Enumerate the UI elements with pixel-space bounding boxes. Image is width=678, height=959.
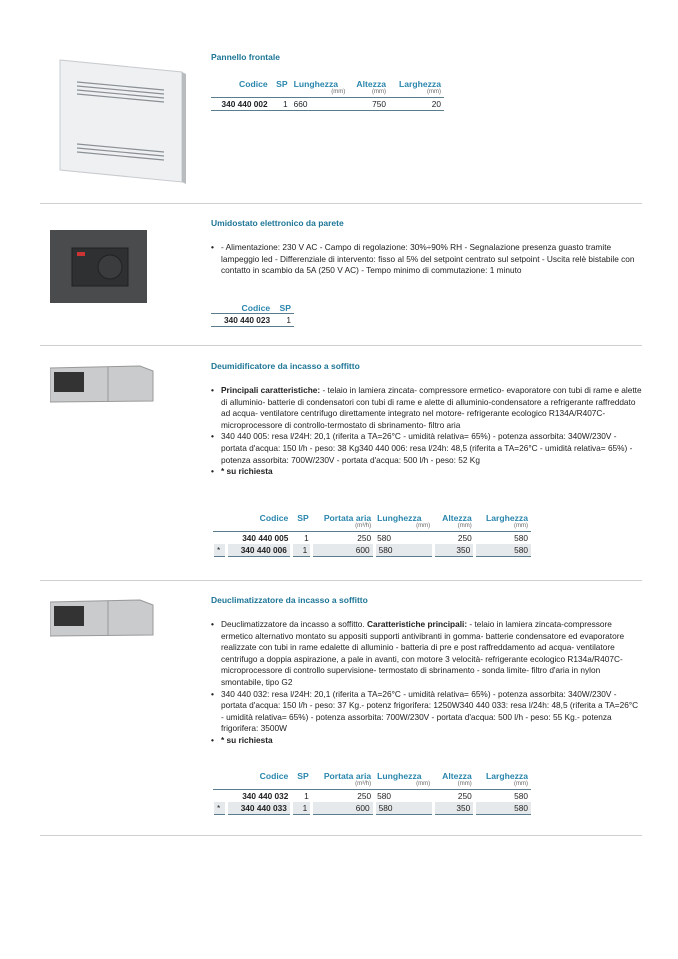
humidistat-image: [50, 230, 148, 304]
col-header: Altezza: [356, 79, 387, 89]
list-item: • Deuclimatizzatore da incasso a soffitto. Caratteristiche principali: - telaio in lamiera zincata-compressore ermetico alternativo montato su appositi supporti antivibranti in gomma- batterie condensatore ed evaporatore realizzate con tubi in rame edalette di alluminio - batteria di pre e post raffreddamento ad acqua- ventilatore centrifugo a doppia aspirazione, a pale in avanti, con motore 3 velocità- refrigerante ecologico R134a/R407C- microprocessore di controllo supervisione- termostato di sbrinamento - sonda limite- filtro d'aria in nylon smontabile, tipo G2: [211, 619, 643, 689]
list-item: • - Alimentazione: 230 V AC - Campo di regolazione: 30%÷90% RH - Segnalazione presenza guasto tramite lampeggio led - Differenziale di intervento: fisso al 5% del setpoint centrato sul setpoint - Uscita relè bistabile con contatto in scambio da 5A (250 V AC) - Tempo minimo di commutazione: 1 minuto: [211, 242, 643, 277]
divider: [40, 835, 642, 836]
air-conditioner-image: [50, 597, 154, 637]
unit: (m³/h): [355, 781, 372, 787]
unit: (mm): [416, 523, 431, 529]
col-header: SP: [276, 79, 288, 89]
feature-list: [211, 242, 643, 277]
unit: (mm): [457, 523, 472, 529]
col-header: [213, 771, 227, 781]
col-header: Larghezza: [485, 513, 528, 523]
col-header: SP: [297, 771, 309, 781]
divider: [40, 203, 642, 204]
table-row: * 340 440 006 1 600 580 350 580: [213, 544, 532, 557]
col-header: Larghezza: [485, 771, 528, 781]
col-header: Larghezza: [398, 79, 441, 89]
spec-table: [211, 771, 531, 815]
col-header: [213, 513, 227, 523]
divider: [40, 345, 642, 346]
unit: [213, 523, 227, 532]
col-header: Codice: [259, 513, 289, 523]
list-item: • * su richiesta: [211, 735, 643, 747]
unit: (mm): [416, 781, 431, 787]
unit: [227, 781, 292, 790]
unit: [291, 781, 311, 790]
spec-table: [211, 513, 531, 557]
unit: [213, 781, 227, 790]
col-header: SP: [279, 303, 291, 313]
col-header: Codice: [241, 303, 271, 313]
divider: [40, 580, 642, 581]
dehumidifier-image: [50, 363, 154, 403]
unit: (mm): [331, 89, 346, 95]
col-header: SP: [297, 513, 309, 523]
table-row: 340 440 023 1: [211, 314, 294, 327]
feature-list: [211, 619, 643, 747]
list-item: • 340 440 005: resa l/24H: 20,1 (riferita a TA=26°C - umidità relativa= 65%) - potenza assorbita: 340W/230V - portata d'acqua: 150 l/h - peso: 38 Kg340 440 006: resa l/24h: 48,5 (riferita a TA=26°C - umidità relativa= 65%) - potenza assorbita: 700W/230V - portata d'acqua: 500 l/h - peso: 52 Kg: [211, 431, 643, 466]
col-header: Lunghezza: [377, 513, 422, 523]
spec-table: [211, 303, 294, 327]
unit: (m³/h): [355, 523, 372, 529]
list-item: • * su richiesta: [211, 466, 643, 478]
section-title: Umidostato elettronico da parete: [211, 218, 344, 228]
col-header: Lunghezza: [377, 771, 422, 781]
col-header: Altezza: [442, 513, 472, 523]
section-title: Pannello frontale: [211, 52, 280, 62]
unit: (mm): [457, 781, 472, 787]
table-row: 340 440 032 1 250 580 250 580: [242, 791, 528, 801]
section-title: Deumidificatore da incasso a soffitto: [211, 361, 360, 371]
col-header: Codice: [259, 771, 289, 781]
col-header: Portata aria: [323, 771, 372, 781]
table-row: 340 440 005 1 250 580 250 580: [242, 533, 528, 543]
unit: (mm): [514, 523, 528, 529]
unit: (mm): [427, 89, 441, 95]
unit: [291, 523, 311, 532]
front-panel-image: [52, 52, 187, 185]
col-header: Codice: [238, 79, 268, 89]
unit: (mm): [514, 781, 528, 787]
col-header: Portata aria: [323, 513, 372, 523]
table-row: 340 440 002 1 660 750 20: [211, 98, 444, 111]
list-item: • 340 440 032: resa l/24H: 20,1 (riferita a TA=26°C - umidità relativa= 65%) - potenza assorbita: 340W/230V - portata d'acqua: 150 l/h - peso: 37 Kg.- potenz frigorifera: 1250W340 440 033: resa l/24h: 48,5 (riferita a TA=26°C - umidità relativa= 65%) - potenza assorbita: 700W/230V - portata d'acqua: 500 l/h - peso: 55 Kg.- potenza frigorifera: 3500W: [211, 689, 643, 735]
col-header: Lunghezza: [293, 79, 339, 89]
unit: (mm): [372, 89, 387, 95]
table-row: * 340 440 033 1 600 580 350 580: [213, 802, 532, 815]
col-header: Altezza: [442, 771, 472, 781]
list-item: • Principali caratteristiche: - telaio in lamiera zincata- compressore ermetico- evaporatore con tubi di rame e alette di alluminio- batterie di condensatori con tubi di rame e alette di alluminio-condensatore a refrigerante raffreddato ad acqua- ventilatore centrifugo direttamente integrato nel motore- refrigerante ecologico R134A/R407C- microprocessore di controllo-termostato di sbrinamento- filtro aria: [211, 385, 643, 431]
unit: [227, 523, 292, 532]
section-title: Deuclimatizzatore da incasso a soffitto: [211, 595, 368, 605]
spec-table: [211, 79, 444, 111]
feature-list: [211, 385, 643, 478]
